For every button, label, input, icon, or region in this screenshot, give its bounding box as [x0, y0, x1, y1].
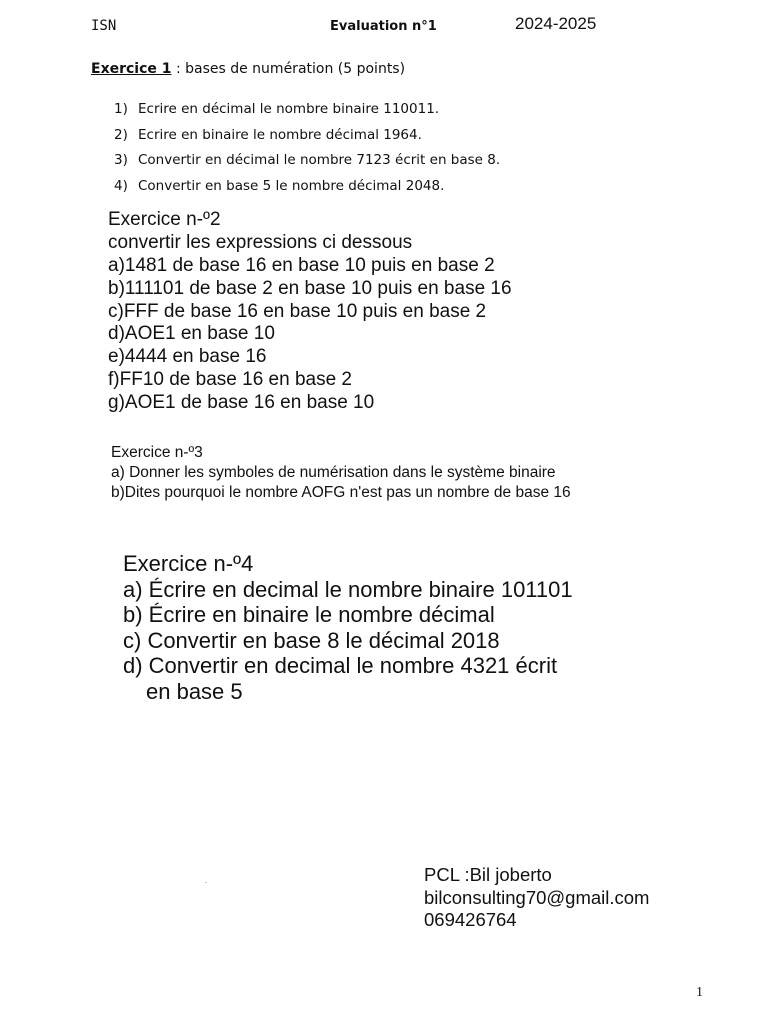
evaluation-title: Evaluation n°1	[330, 19, 437, 34]
exercise3-block	[111, 443, 571, 503]
question-number: 3)	[114, 152, 128, 168]
exercise1-question	[114, 175, 500, 201]
exercise1-question	[114, 124, 500, 150]
question-number: 4)	[114, 177, 128, 194]
exercise2-item: b)111101 de base 2 en base 10 puis en base 16	[108, 277, 512, 299]
exercise2-item: a)1481 de base 16 en base 10 puis en base 2	[108, 254, 495, 276]
question-text: Ecrire en décimal le nombre binaire 110011.	[138, 101, 440, 117]
exercise1-question-list	[114, 98, 500, 200]
exercise2-item: c)FFF de base 16 en base 10 puis en base 2	[108, 300, 487, 322]
author-signature	[424, 864, 649, 932]
exercise4-item: b) Écrire en binaire le nombre décimal	[123, 602, 495, 627]
author-phone: 069426764	[424, 909, 517, 930]
exercise2-block	[108, 209, 512, 415]
exercise1-question	[114, 98, 500, 124]
exercise1-question	[114, 149, 500, 175]
exercise4-title: Exercice n-º4	[123, 551, 254, 576]
school-year: 2024-2025	[515, 14, 597, 33]
exercise4-item-continuation: en base 5	[146, 678, 243, 704]
question-number: 2)	[114, 126, 128, 143]
exercise3-title: Exercice n-º3	[111, 444, 203, 461]
exercise4-item: a) Écrire en decimal le nombre binaire 101101	[123, 576, 573, 602]
exercise4-item: d) Convertir en decimal le nombre 4321 écrit	[123, 653, 558, 678]
exercise3-item: a) Donner les symboles de numérisation dans le système binaire	[111, 464, 556, 481]
exercise1-label: Exercice 1	[91, 61, 172, 77]
exercise4-item: c) Convertir en base 8 le décimal 2018	[123, 627, 500, 653]
subject-label: ISN	[91, 18, 117, 34]
exercise1-heading-text: : bases de numération (5 points)	[171, 61, 406, 77]
author-name: PCL :Bil joberto	[424, 864, 552, 885]
question-text: Convertir en décimal le nombre 7123 écrit en base 8.	[138, 152, 501, 168]
exercise2-item: g)AOE1 de base 16 en base 10	[108, 392, 375, 414]
exercise2-item: e)4444 en base 16	[108, 346, 267, 368]
question-text: Convertir en base 5 le nombre décimal 2048.	[138, 177, 445, 194]
author-email: bilconsulting70@gmail.com	[424, 886, 650, 908]
exercise2-instruction: convertir les expressions ci dessous	[108, 231, 413, 253]
question-text: Ecrire en binaire le nombre décimal 1964.	[138, 126, 422, 143]
question-number: 1)	[114, 101, 128, 117]
exercise1-heading	[91, 61, 405, 77]
exercise2-item: f)FF10 de base 16 en base 2	[108, 369, 352, 391]
exercise2-item: d)AOE1 en base 10	[108, 323, 275, 345]
exercise2-title: Exercice n-º2	[108, 209, 221, 230]
exercise4-block	[123, 551, 573, 704]
exercise3-item: b)Dites pourquoi le nombre AOFG n'est pas un nombre de base 16	[111, 484, 571, 501]
page-number: 1	[696, 985, 703, 1000]
stray-mark: .	[205, 876, 208, 885]
